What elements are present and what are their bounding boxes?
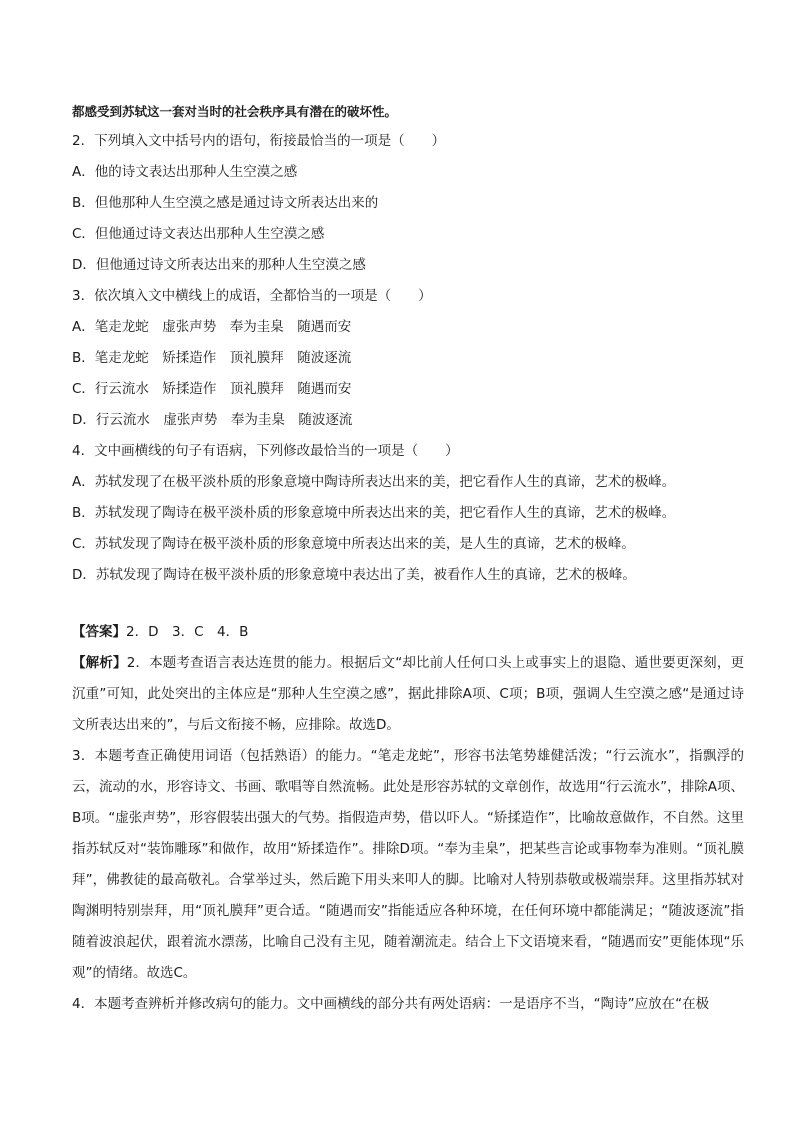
option-c: C．行云流水 矫揉造作 顶礼膜拜 随遇而安 xyxy=(72,381,352,397)
section-gap xyxy=(72,591,744,617)
question-stem: 4．文中画横线的句子有语病，下列修改最恰当的一项是（ ） xyxy=(72,443,459,459)
option-c: C．苏轼发现了陶诗在极平淡朴质的形象意境中所表达出来的美，是人生的真谛，艺术的极峰。 xyxy=(72,536,635,552)
question-stem: 3．依次填入文中横线上的成语，全都恰当的一项是（ ） xyxy=(72,288,432,304)
analysis-q3: 3．本题考查正确使用词语（包括熟语）的能力。“笔走龙蛇”，形容书法笔势雄健活泼；“行云流水”，指飘浮的云，流动的水，形容诗文、书画、歌唱等自然流畅。此处是形容苏轼的文章创作，故选用“行云流水”，排除A项、B项。“虚张声势”，形容假装出强大的气势。指假造声势，借以吓人。“矫揉造作”，比喻故意做作，不自然。这里指苏轼反对“装饰雕琢”和做作，故用“矫揉造作”。排除D项。“奉为圭臬”，把某些言论或事物奉为准则。“顶礼膜拜”，佛教徒的最高敬礼。合掌举过头，然后跪下用头来叩人的脚。比喻对人特别恭敬或极端崇拜。这里指苏轼对陶渊明特别崇拜，用“顶礼膜拜”更合适。“随遇而安”指能适应各种环境，在任何环境中都能满足；“随波逐流”指随着波浪起伏，跟着流水漂荡，比喻自己没有主见，随着潮流走。结合上下文语境来看，“随遇而安”更能体现“乐观”的情绪。故选C。 xyxy=(72,748,744,981)
document-page xyxy=(72,98,744,1020)
option-d: D．苏轼发现了陶诗在极平淡朴质的形象意境中表达出了美，被看作人生的真谛，艺术的极峰。 xyxy=(72,567,636,583)
analysis-q4: 4．本题考查辨析并修改病句的能力。文中画横线的部分共有两处语病：一是语序不当，“陶诗”应放在“在极 xyxy=(72,996,710,1012)
option-b: B．苏轼发现了陶诗在极平淡朴质的形象意境中所表达出来的美，把它看作人生的真谛，艺术的极峰。 xyxy=(72,505,676,521)
option-c: C．但他通过诗文表达出那种人生空漠之感 xyxy=(72,226,325,242)
analysis-label: 【解析】 xyxy=(72,655,127,671)
option-b: B．笔走龙蛇 矫揉造作 顶礼膜拜 随波逐流 xyxy=(72,350,352,366)
analysis-q2 xyxy=(72,648,744,741)
analysis-q2-text: 2．本题考查语言表达连贯的能力。根据后文“却比前人任何口头上或事实上的退隐、遁世要更深刻，更沉重”可知，此处突出的主体应是“那种人生空漠之感”，据此排除A项、C项；B项，强调人生空漠之感“是通过诗文所表达出来的”，与后文衔接不畅，应排除。故选D。 xyxy=(72,655,744,733)
option-a: A．苏轼发现了在极平淡朴质的形象意境中陶诗所表达出来的美，把它看作人生的真谛，艺术的极峰。 xyxy=(72,474,676,490)
option-d: D．但他通过诗文所表达出来的那种人生空漠之感 xyxy=(72,257,366,273)
option-a: A．笔走龙蛇 虚张声势 奉为圭臬 随遇而安 xyxy=(72,319,352,335)
answer-line xyxy=(72,617,744,648)
option-b: B．但他那种人生空漠之感是通过诗文所表达出来的 xyxy=(72,195,379,211)
option-a: A．他的诗文表达出那种人生空漠之感 xyxy=(72,164,298,180)
question-stem: 2．下列填入文中括号内的语句，衔接最恰当的一项是（ ） xyxy=(72,133,446,149)
question-4 xyxy=(72,436,744,591)
question-3 xyxy=(72,281,744,436)
answer-label: 【答案】 xyxy=(72,624,126,640)
option-d: D．行云流水 虚张声势 奉为圭臬 随波逐流 xyxy=(72,412,353,428)
answer-text: 2．D 3．C 4．B xyxy=(126,624,249,640)
lead-sentence: 都感受到苏轼这一套对当时的社会秩序具有潜在的破坏性。 xyxy=(72,104,398,119)
question-2 xyxy=(72,126,744,281)
